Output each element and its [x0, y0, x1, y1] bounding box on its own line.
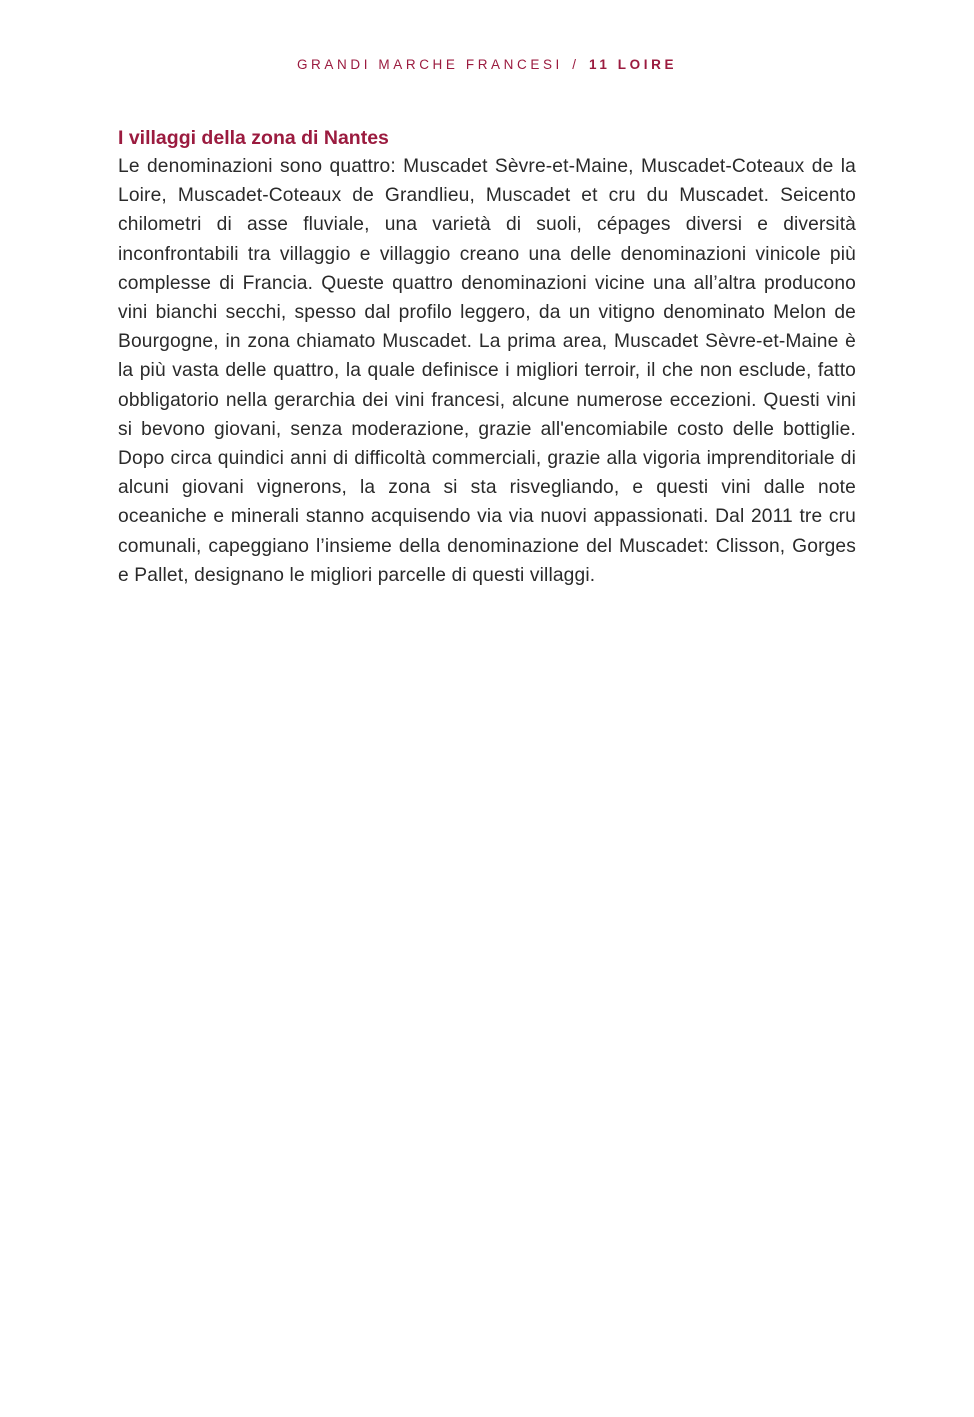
section-heading: I villaggi della zona di Nantes	[118, 127, 389, 149]
body-paragraph: Le denominazioni sono quattro: Muscadet Sèvre-et-Maine, Muscadet-Coteaux de la Loire, Muscadet-Coteaux de Grandlieu, Muscadet et cru du Muscadet. Seicento chilometri di asse fluviale, una varietà di suoli, cépages diversi e diversità inconfrontabili tra villaggio e villaggio creano una delle denominazioni vinicole più complesse di Francia. Queste quattro denominazioni vicine una all’altra producono vini bianchi secchi, spesso dal profilo leggero, da un vitigno denominato Melon de Bourgogne, in zona chiamato Muscadet. La prima area, Muscadet Sèvre-et-Maine è la più vasta delle quattro, la quale definisce i migliori terroir, il che non esclude, fatto obbligatorio nella gerarchia dei vini francesi, alcune numerose eccezioni. Questi vini si bevono giovani, senza moderazione, grazie all'encomiabile costo delle bottiglie. Dopo circa quindici anni di difficoltà commerciali, grazie alla vigoria imprenditoriale di alcuni giovani vignerons, la zona si sta risvegliando, e questi vini dalle note oceaniche e minerali stanno acquisendo via via nuovi appassionati. Dal 2011 tre cru comunali, capeggiano l’insieme della denominazione del Muscadet: Clisson, Gorges e Pallet, designano le migliori parcelle di questi villaggi.	[118, 156, 856, 586]
header-chapter-title: 11 LOIRE	[588, 57, 678, 72]
running-header	[0, 57, 974, 72]
article	[118, 124, 856, 590]
header-separator: /	[572, 57, 580, 72]
header-section-title: GRANDI MARCHE FRANCESI	[296, 57, 563, 72]
